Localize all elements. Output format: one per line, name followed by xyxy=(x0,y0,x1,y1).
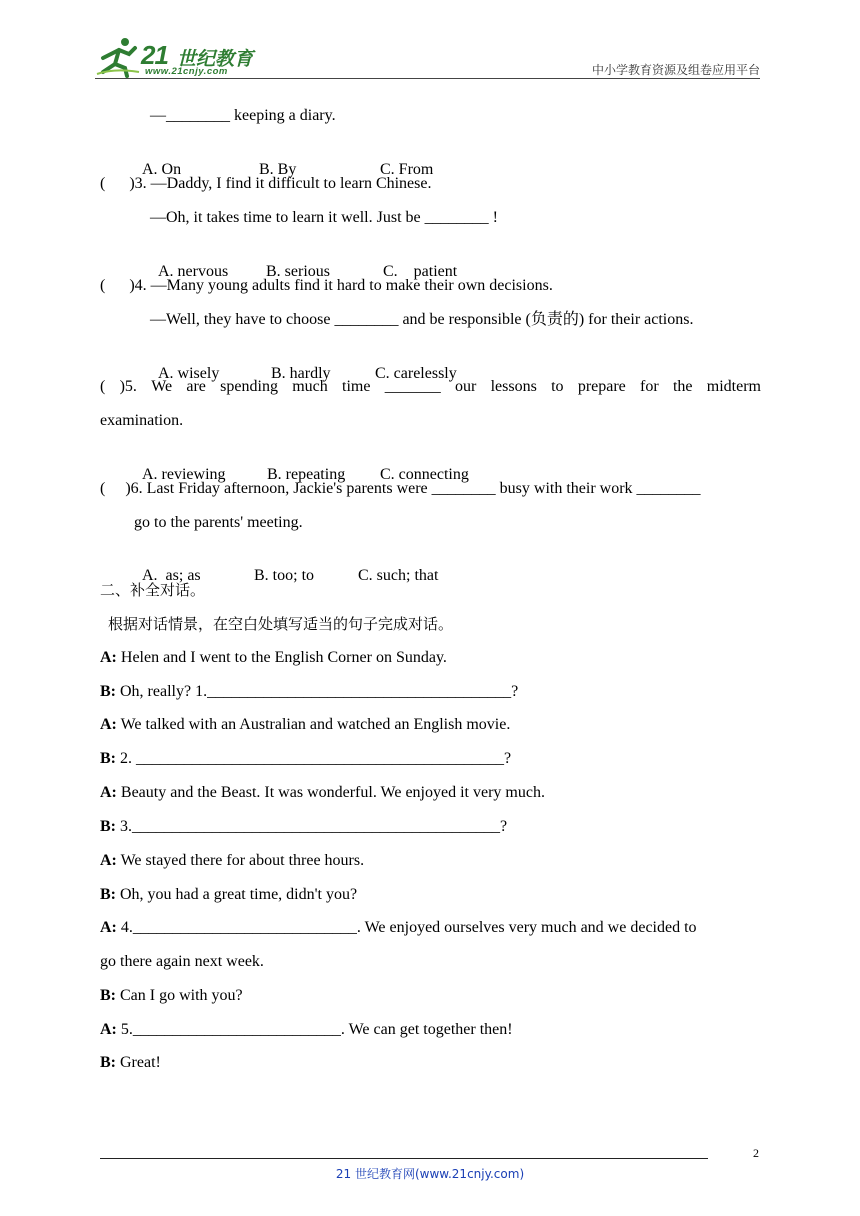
dialogue-line xyxy=(100,715,510,735)
dialogue-text: Oh, really? 1.______________________________________? xyxy=(116,683,519,700)
q3-line2: —Oh, it takes time to learn it well. Just be ________ ! xyxy=(150,209,498,226)
speaker-label: B: xyxy=(100,886,116,903)
speaker-label: A: xyxy=(100,852,117,869)
section-heading: 二、补全对话。 xyxy=(100,581,206,599)
footer-site-link[interactable]: 21 世纪教育网(www.21cnjy.com) xyxy=(335,1167,525,1181)
dialogue-text: Oh, you had a great time, didn't you? xyxy=(116,886,358,903)
footer-divider xyxy=(100,1158,708,1159)
speaker-label: B: xyxy=(100,987,116,1004)
q3-option-a: A. nervous xyxy=(158,263,229,280)
page-number: 2 xyxy=(753,1146,759,1160)
dialogue-line xyxy=(100,817,507,837)
dialogue-line xyxy=(100,682,518,702)
speaker-label: A: xyxy=(100,784,117,801)
q2-option-a: A. On xyxy=(142,161,182,178)
dialogue-line xyxy=(100,1020,513,1040)
dialogue-text: Great! xyxy=(116,1054,161,1071)
q6-option-c: C. such; that xyxy=(358,567,439,584)
speaker-label: A: xyxy=(100,919,117,936)
q3-option-b: B. serious xyxy=(266,263,330,280)
dialogue-text: 4.____________________________. We enjoyed ourselves very much and we decided to xyxy=(116,919,697,936)
dialogue-line xyxy=(100,648,447,668)
dialogue-line xyxy=(100,986,243,1006)
q5-option-c: C. connecting xyxy=(380,466,469,483)
speaker-label: A: xyxy=(100,716,117,733)
q5-word: ( xyxy=(100,378,106,395)
dialogue-text: Can I go with you? xyxy=(116,987,243,1004)
dialogue-line xyxy=(100,885,357,905)
logo-name: 世纪教育 xyxy=(177,48,254,70)
q5-word: are xyxy=(186,378,206,395)
q5-word: for xyxy=(640,378,659,395)
q5-word: our xyxy=(455,378,477,395)
q5-option-a: A. reviewing xyxy=(142,466,226,483)
q5-word: spending xyxy=(220,378,278,395)
q5-word: time xyxy=(342,378,371,395)
q2-option-c: C. From xyxy=(380,161,434,178)
q6-stem: ( )6. Last Friday afternoon, Jackie's parents were ________ busy with their work ________ xyxy=(100,480,701,497)
dialogue-text: 3.______________________________________________? xyxy=(116,818,508,835)
dialogue-line xyxy=(100,952,264,972)
q5-word: lessons xyxy=(490,378,537,395)
q2-line2: —________ keeping a diary. xyxy=(150,107,336,124)
q6-option-a: A. as; as xyxy=(142,567,201,584)
dialogue-text: We stayed there for about three hours. xyxy=(116,852,365,869)
dialogue-text: We talked with an Australian and watched an English movie. xyxy=(116,716,511,733)
q5-stem xyxy=(100,377,761,397)
q5-word: We xyxy=(151,378,173,395)
q5-word: the xyxy=(672,378,693,395)
speaker-label: A: xyxy=(100,1021,117,1038)
q5-word: much xyxy=(292,378,328,395)
dialogue-line xyxy=(100,749,511,769)
q5-word: _______ xyxy=(384,378,441,395)
q4-line2: —Well, they have to choose ________ and be responsible (负责的) for their actions. xyxy=(150,311,694,328)
header-title: 中小学教育资源及组卷应用平台 xyxy=(591,63,760,77)
q6-option-b: B. too; to xyxy=(254,567,315,584)
logo xyxy=(95,36,265,78)
speaker-label: B: xyxy=(100,750,116,767)
dialogue-line xyxy=(100,918,697,938)
q5-word: midterm xyxy=(706,378,761,395)
section-instruction: 根据对话情景，在空白处填写适当的句子完成对话。 xyxy=(108,615,454,633)
q6-line2: go to the parents' meeting. xyxy=(134,514,303,531)
runner-logo-icon xyxy=(95,36,141,78)
q3-option-c: C. patient xyxy=(383,263,458,280)
logo-number: 21 xyxy=(141,40,168,70)
dialogue-text: 2. ______________________________________________? xyxy=(116,750,512,767)
q5-word: prepare xyxy=(577,378,626,395)
q2-option-b: B. By xyxy=(259,161,297,178)
speaker-label: B: xyxy=(100,683,116,700)
q4-stem: ( )4. —Many young adults find it hard to make their own decisions. xyxy=(100,277,553,294)
dialogue-text: go there again next week. xyxy=(100,953,264,970)
dialogue-text: 5.__________________________. We can get together then! xyxy=(116,1021,513,1038)
speaker-label: B: xyxy=(100,1054,116,1071)
dialogue-text: Beauty and the Beast. It was wonderful. We enjoyed it very much. xyxy=(116,784,545,801)
q5-line2: examination. xyxy=(100,412,184,429)
page-header xyxy=(95,36,760,78)
dialogue-line xyxy=(100,851,364,871)
dialogue-line xyxy=(100,783,545,803)
logo-url: www.21cnjy.com xyxy=(145,66,228,77)
dialogue-line xyxy=(100,1053,161,1073)
q5-word: )5. xyxy=(119,378,137,395)
q4-option-c: C. carelessly xyxy=(375,365,457,382)
q5-option-b: B. repeating xyxy=(267,466,346,483)
q3-stem: ( )3. —Daddy, I find it difficult to learn Chinese. xyxy=(100,175,432,192)
q4-option-a: A. wisely xyxy=(158,365,220,382)
speaker-label: A: xyxy=(100,649,117,666)
q5-word: to xyxy=(551,378,564,395)
dialogue-text: Helen and I went to the English Corner on Sunday. xyxy=(116,649,447,666)
header-divider xyxy=(95,78,760,79)
speaker-label: B: xyxy=(100,818,116,835)
q4-option-b: B. hardly xyxy=(271,365,331,382)
